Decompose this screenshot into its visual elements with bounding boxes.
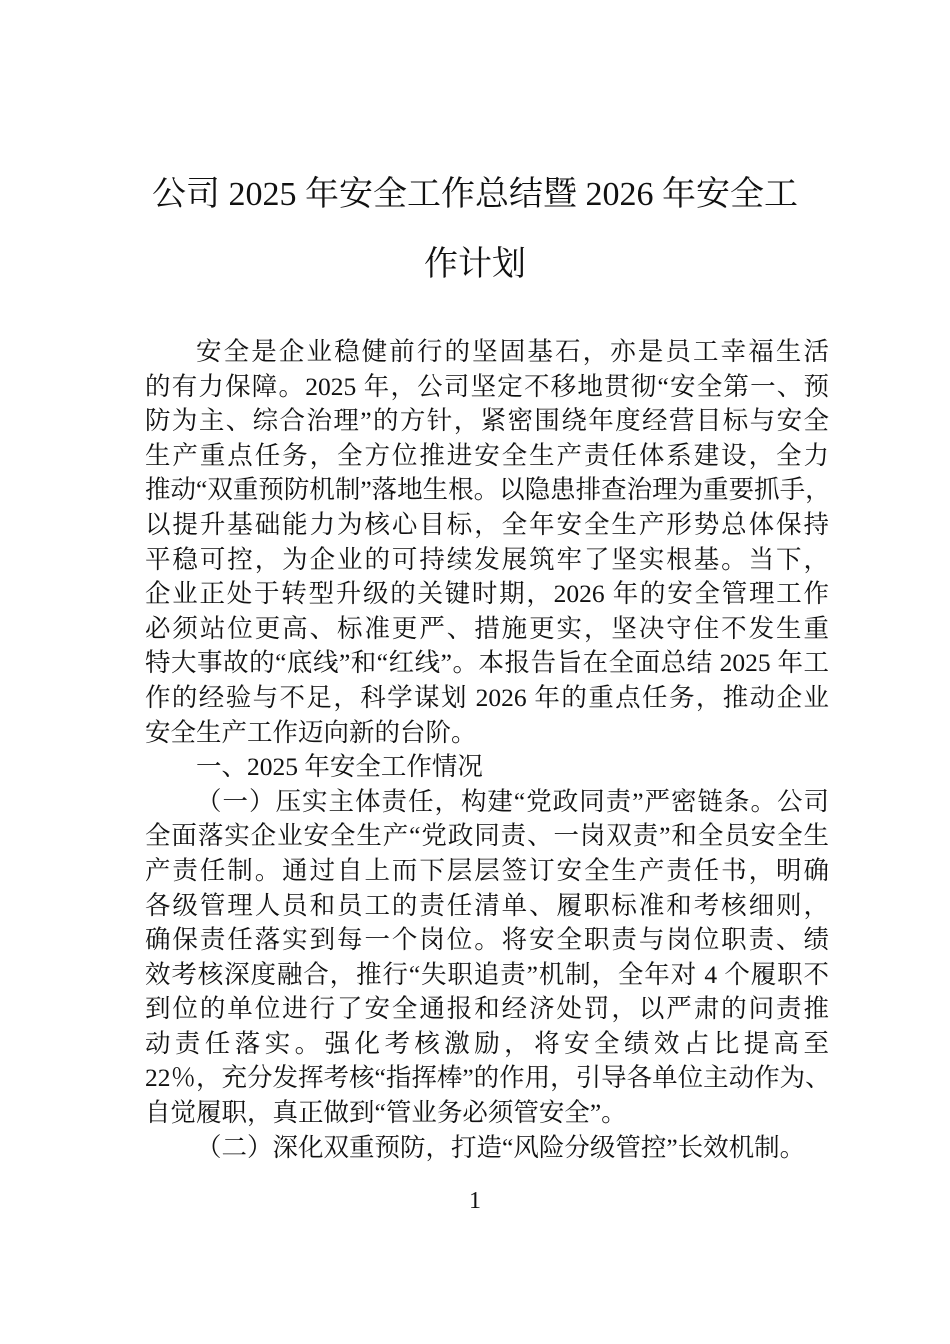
text-line: 效考核深度融合，推行“失职追责”机制，全年对 4 个履职不 xyxy=(145,959,829,989)
text-line: 一、2025 年安全工作情况 xyxy=(196,752,483,782)
text-line: 安全是企业稳健前行的坚固基石，亦是员工幸福生活 xyxy=(196,337,829,366)
text-line: 安全生产工作迈向新的台阶。 xyxy=(145,717,477,747)
title-line-1: 公司 2025 年安全工作总结暨 2026 年安全工 xyxy=(152,176,798,213)
text-line: 防为主、综合治理”的方针，紧密围绕年度经营目标与安全 xyxy=(145,406,829,436)
text-line: 的有力保障。2025 年，公司坚定不移地贯彻“安全第一、预 xyxy=(145,371,829,401)
text-line: 必须站位更高、标准更严、措施更实，坚决守住不发生重 xyxy=(145,613,829,643)
text-line: 各级管理人员和员工的责任清单、履职标准和考核细则， xyxy=(145,890,829,920)
paragraph xyxy=(145,1131,829,1166)
text-line: 产责任制。通过自上而下层层签订安全生产责任书，明确 xyxy=(145,855,829,885)
text-line: 22％，充分发挥考核“指挥棒”的作用，引导各单位主动作为、 xyxy=(145,1063,831,1093)
text-line: 确保责任落实到每一个岗位。将安全职责与岗位职责、绩 xyxy=(145,925,829,955)
text-line: （二）深化双重预防，打造“风险分级管控”长效机制。 xyxy=(196,1132,806,1162)
text-line: （一）压实主体责任，构建“党政同责”严密链条。公司 xyxy=(196,786,829,816)
text-line: 自觉履职，真正做到“管业务必须管安全”。 xyxy=(145,1098,627,1128)
text-line: 推动“双重预防机制”落地生根。以隐患排查治理为重要抓手， xyxy=(145,475,831,505)
section-heading xyxy=(145,750,829,785)
paragraph xyxy=(145,785,829,1131)
text-line: 生产重点任务，全方位推进安全生产责任体系建设，全力 xyxy=(145,440,829,470)
document-body xyxy=(145,335,829,1165)
text-line: 全面落实企业安全生产“党政同责、一岗双责”和全员安全生 xyxy=(145,821,829,851)
text-line: 企业正处于转型升级的关键时期，2026 年的安全管理工作 xyxy=(145,579,829,609)
paragraph xyxy=(145,335,829,750)
document-title xyxy=(100,160,850,300)
text-line: 到位的单位进行了安全通报和经济处罚，以严肃的问责推 xyxy=(145,994,829,1024)
text-line: 平稳可控，为企业的可持续发展筑牢了坚实根基。当下， xyxy=(145,544,829,574)
title-line-2: 作计划 xyxy=(424,246,526,283)
page-number: 1 xyxy=(469,1188,481,1214)
text-line: 作的经验与不足，科学谋划 2026 年的重点任务，推动企业 xyxy=(145,682,829,712)
text-line: 以提升基础能力为核心目标，全年安全生产形势总体保持 xyxy=(145,509,829,539)
text-line: 动责任落实。强化考核激励，将安全绩效占比提高至 xyxy=(145,1028,829,1058)
text-line: 特大事故的“底线”和“红线”。本报告旨在全面总结 2025 年工 xyxy=(145,648,829,678)
